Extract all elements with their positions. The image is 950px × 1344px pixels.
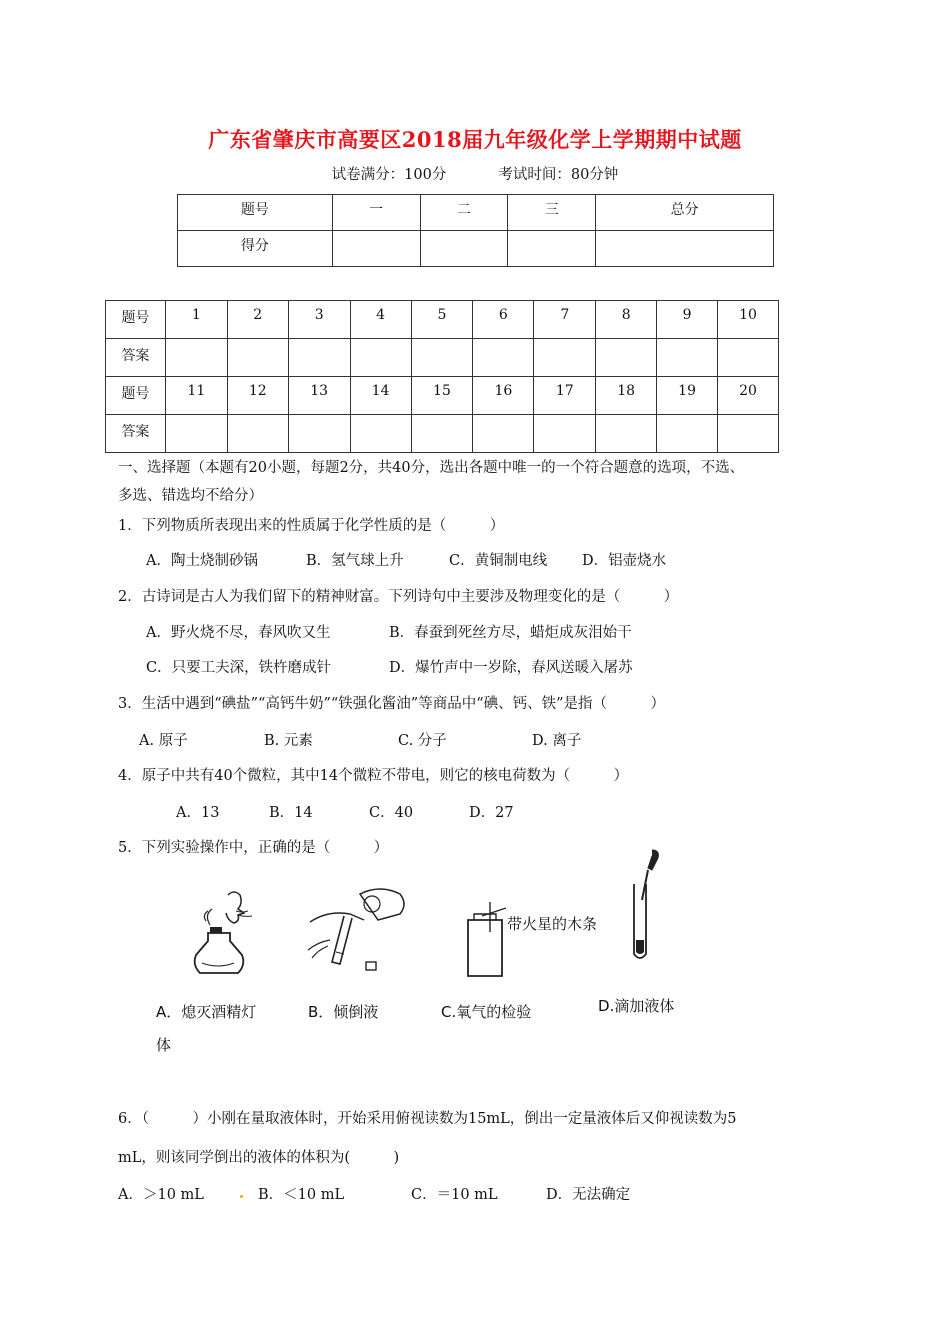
q4-option-d[interactable]: D．27	[469, 805, 514, 821]
q6-option-a[interactable]: A．＞10 mL	[118, 1187, 204, 1203]
answer-cell[interactable]	[718, 415, 779, 453]
qno-cell: 15	[433, 383, 451, 399]
qno-cell: 8	[621, 307, 631, 323]
answer-cell[interactable]	[473, 339, 534, 377]
score-header-3: 三	[544, 202, 559, 218]
score-cell[interactable]	[596, 231, 774, 267]
q3-option-c[interactable]: C. 分子	[398, 733, 447, 749]
answer-cell[interactable]	[165, 339, 227, 377]
qno-cell: 16	[494, 383, 513, 399]
section1-intro-line1: 一、选择题（本题有20小题，每题2分，共40分，选出各题中唯一的一个符合题意的选项，不选、	[118, 460, 745, 476]
qno-cell: 12	[248, 383, 267, 399]
score-table	[177, 194, 774, 267]
answer-cell[interactable]	[411, 339, 473, 377]
qno-cell: 1	[191, 307, 201, 323]
q2-option-b[interactable]: B．春蚕到死丝方尽，蜡炬成灰泪始干	[389, 625, 632, 641]
score-row-label: 得分	[240, 238, 269, 254]
answer-cell[interactable]	[350, 415, 411, 453]
q3-option-b[interactable]: B. 元素	[264, 733, 313, 749]
q1-option-d[interactable]: D．铝壶烧水	[582, 553, 667, 569]
qno-cell: 5	[437, 307, 447, 323]
q4-option-a[interactable]: A．13	[176, 805, 220, 821]
decorative-dot	[240, 1195, 243, 1198]
qno-cell: 11	[187, 383, 206, 399]
qno-cell: 4	[376, 307, 386, 323]
q1-option-c[interactable]: C．黄铜制电线	[449, 553, 548, 569]
score-header-2: 二	[457, 202, 471, 218]
q6-stem-line2: mL，则该同学倒出的液体的体积为( )	[118, 1150, 400, 1166]
q3-option-d[interactable]: D. 离子	[532, 733, 582, 749]
q5-fig-c-label: 带火星的木条	[507, 915, 598, 933]
q6-option-c[interactable]: C．＝10 mL	[411, 1187, 498, 1203]
score-header-1: 一	[369, 202, 384, 218]
answer-cell[interactable]	[288, 339, 350, 377]
q5-option-b[interactable]: B．倾倒液	[308, 1003, 379, 1021]
answer-cell[interactable]	[227, 415, 288, 453]
q4-option-b[interactable]: B．14	[269, 805, 313, 821]
exam-time: 考试时间：80分钟	[498, 167, 619, 183]
answer-cell[interactable]	[596, 339, 657, 377]
qno-cell: 18	[617, 383, 636, 399]
answer-cell[interactable]	[534, 415, 596, 453]
q5-option-d[interactable]: D.滴加液体	[598, 997, 675, 1015]
answer-cell[interactable]	[165, 415, 227, 453]
answer-cell[interactable]	[534, 339, 596, 377]
qno-cell: 10	[739, 307, 757, 323]
q3-stem: 3．生活中遇到“碘盐”“高钙牛奶”“铁强化酱油”等商品中“碘、钙、铁”是指（ ）	[118, 696, 666, 712]
qno-cell: 13	[310, 383, 329, 399]
score-cell[interactable]	[420, 231, 508, 267]
q3-option-a[interactable]: A. 原子	[139, 733, 188, 749]
answer-cell[interactable]	[718, 339, 779, 377]
qno-cell: 19	[678, 383, 696, 399]
answer-cell[interactable]	[596, 415, 657, 453]
q5-option-c[interactable]: C.氧气的检验	[441, 1003, 532, 1021]
page-title: 广东省肇庆市高要区2018届九年级化学上学期期中试题	[208, 127, 742, 152]
answer-cell[interactable]	[473, 415, 534, 453]
q2-option-d[interactable]: D．爆竹声中一岁除，春风送暖入屠苏	[389, 660, 633, 676]
q5-option-a[interactable]: A．熄灭酒精灯	[156, 1003, 257, 1021]
answer-cell[interactable]	[657, 415, 718, 453]
answer-label: 答案	[121, 424, 150, 440]
exam-info	[0, 163, 950, 184]
q2-option-a[interactable]: A．野火烧不尽，春风吹又生	[146, 625, 331, 641]
score-header-total: 总分	[670, 202, 699, 218]
score-header-qno: 题号	[240, 202, 269, 218]
q2-option-c[interactable]: C．只要工夫深，铁杵磨成针	[146, 660, 332, 676]
answer-table	[105, 300, 779, 453]
q6-option-d[interactable]: D．无法确定	[546, 1187, 631, 1203]
qno-cell: 7	[560, 307, 570, 323]
answer-cell[interactable]	[411, 415, 473, 453]
q6-stem-line1: 6．（ ）小刚在量取液体时，开始采用俯视读数为15mL，倒出一定量液体后又仰视读数为5	[118, 1111, 737, 1127]
answer-label: 答案	[121, 348, 150, 364]
answer-row-qno-1	[106, 301, 779, 339]
full-score: 试卷满分：100分	[331, 167, 447, 183]
q6-option-b[interactable]: B．＜10 mL	[258, 1187, 345, 1203]
qno-cell: 14	[371, 383, 390, 399]
q4-option-c[interactable]: C．40	[369, 805, 414, 821]
qno-cell: 20	[739, 383, 757, 399]
answer-cell[interactable]	[350, 339, 411, 377]
q5-option-a-cont: 体	[156, 1036, 172, 1054]
answer-cell[interactable]	[288, 415, 350, 453]
qno-cell: 3	[314, 307, 324, 323]
oxygen-test-figure	[460, 900, 510, 980]
alcohol-lamp-blow-figure	[188, 885, 268, 980]
score-cell[interactable]	[332, 231, 420, 267]
section1-intro-line2: 多选、错选均不给分）	[118, 488, 263, 504]
q1-option-b[interactable]: B．氢气球上升	[306, 553, 404, 569]
answer-row-1	[106, 339, 779, 377]
qno-cell: 17	[555, 383, 574, 399]
answer-cell[interactable]	[227, 339, 288, 377]
q2-stem: 2．古诗词是古人为我们留下的精神财富。下列诗句中主要涉及物理变化的是（ ）	[118, 589, 679, 605]
dropper-figure	[626, 848, 666, 963]
qno-cell: 2	[253, 307, 263, 323]
pouring-liquid-figure	[300, 882, 415, 977]
q1-option-a[interactable]: A．陶土烧制砂锅	[146, 553, 258, 569]
q5-stem: 5．下列实验操作中，正确的是（ ）	[118, 840, 389, 856]
qno-label: 题号	[121, 310, 150, 326]
q1-stem: 1．下列物质所表现出来的性质属于化学性质的是（ ）	[118, 518, 505, 534]
q4-stem: 4．原子中共有40个微粒，其中14个微粒不带电，则它的核电荷数为（ ）	[118, 768, 629, 784]
qno-cell: 6	[498, 307, 508, 323]
answer-row-qno-2	[106, 377, 779, 415]
answer-cell[interactable]	[657, 339, 718, 377]
score-cell[interactable]	[508, 231, 596, 267]
answer-row-2	[106, 415, 779, 453]
qno-label: 题号	[121, 386, 150, 402]
qno-cell: 9	[682, 307, 692, 323]
